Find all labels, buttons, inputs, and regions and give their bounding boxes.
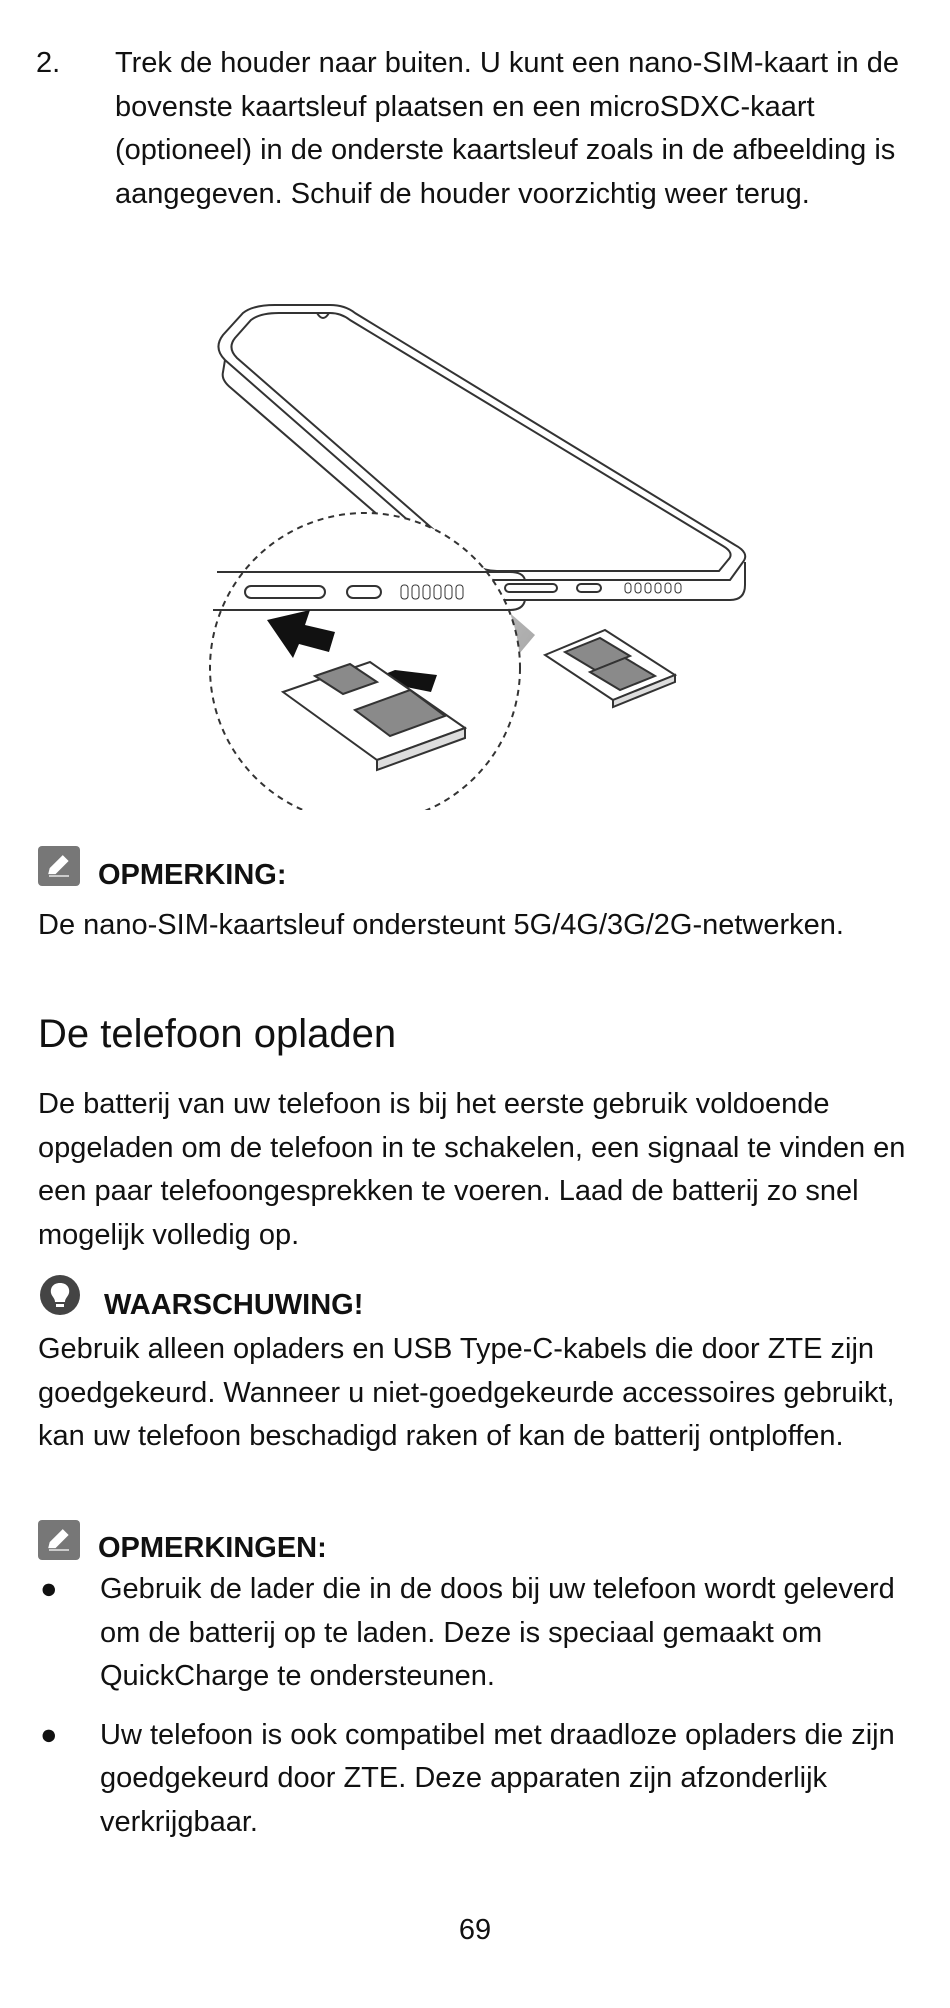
section-text: De batterij van uw telefoon is bij het eerste gebruik voldoende opgeladen om de telefoon in te schakelen, een signaal te vinden en een paar telefoongesprekken te voeren. Laad de batterij zo snel mogelijk volledig op.	[38, 1088, 906, 1251]
list-item-text: Gebruik de lader die in de doos bij uw telefoon wordt geleverd om de batterij op te laden. Deze is speciaal gemaakt om QuickCharge te ondersteunen.	[100, 1573, 895, 1692]
warning-title: WAARSCHUWING!	[104, 1289, 364, 1321]
list-item-text: Uw telefoon is ook compatibel met draadloze opladers die zijn goedgekeurd door ZTE. Deze apparaten zijn afzonderlijk verkrijgbaar.	[100, 1718, 895, 1838]
lightbulb-warning-icon	[38, 1274, 82, 1318]
sim-tray-small	[545, 630, 675, 707]
sim-tray-illustration	[205, 280, 755, 810]
pencil-note-icon	[38, 846, 80, 886]
notes-list	[38, 1568, 908, 1859]
bullet-icon: ●	[40, 1573, 58, 1605]
note-title: OPMERKING:	[98, 859, 287, 891]
page-number: 69	[458, 1914, 492, 1946]
pencil-note-icon	[38, 1520, 80, 1560]
bullet-icon: ●	[40, 1718, 58, 1751]
step-number: 2.	[36, 47, 61, 79]
warning-text: Gebruik alleen opladers en USB Type-C-kabels die door ZTE zijn goedgekeurd. Wanneer u niet-goedgekeurde accessoires gebruikt, kan uw telefoon beschadigd raken of kan de batterij ontploffen.	[38, 1333, 895, 1452]
notes-title: OPMERKINGEN:	[98, 1532, 327, 1564]
note-text: De nano-SIM-kaartsleuf ondersteunt 5G/4G/3G/2G-netwerken.	[38, 909, 844, 941]
list-item	[38, 1714, 908, 1845]
step-text: Trek de houder naar buiten. U kunt een nano-SIM-kaart in de bovenste kaartsleuf plaatsen en een microSDXC-kaart (optioneel) in de onderste kaartsleuf zoals in de afbeelding is aangegeven. Schuif de houder voorzichtig weer terug.	[115, 47, 899, 210]
list-item	[38, 1568, 908, 1699]
section-heading: De telefoon opladen	[38, 1012, 397, 1056]
